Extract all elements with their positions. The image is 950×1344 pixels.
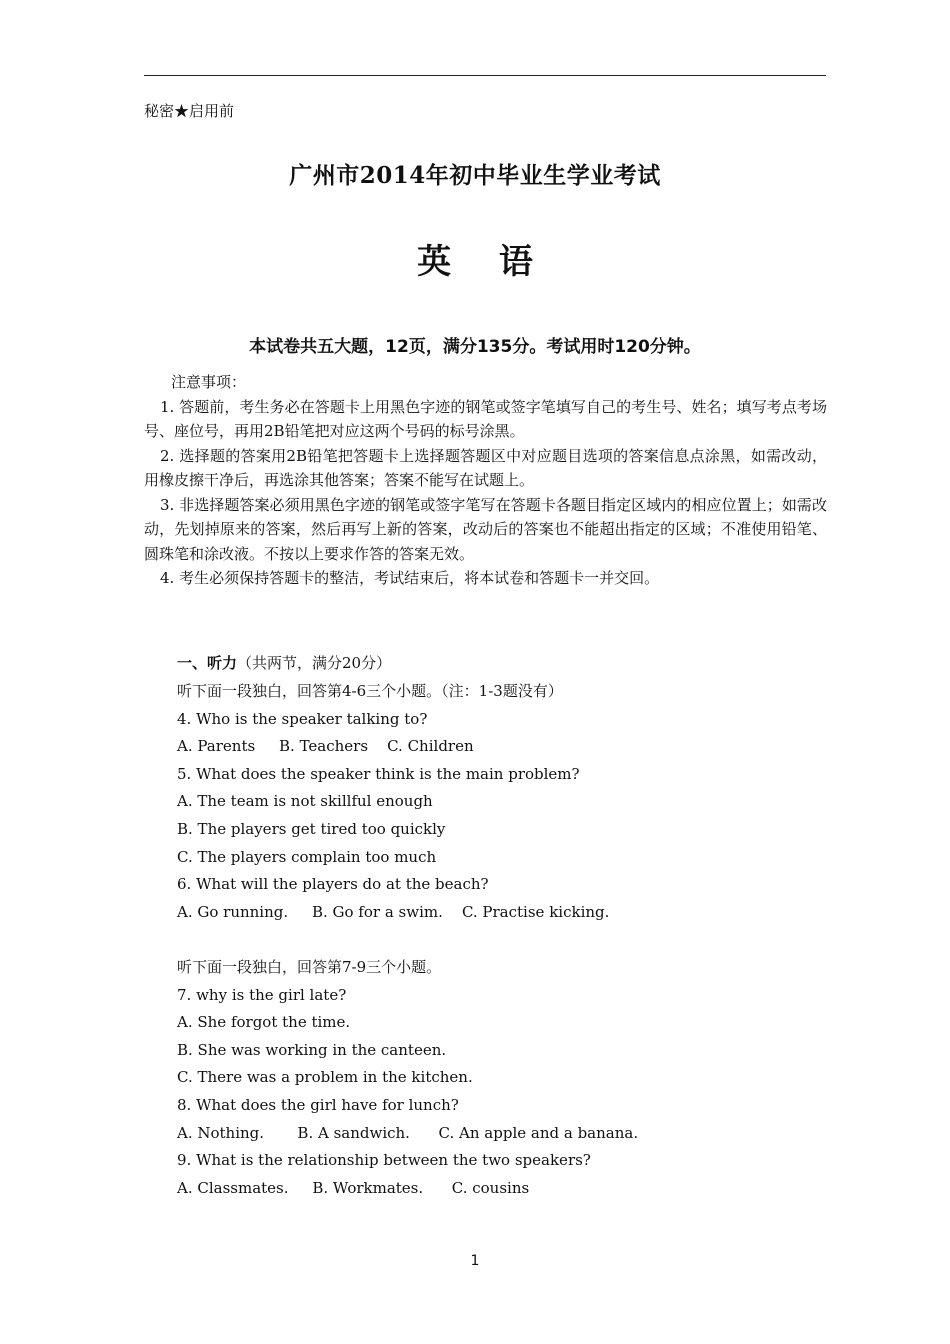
section-title: 一、听力 [177,654,238,672]
options-line: A. Classmates. B. Workmates. C. cousins [177,1178,530,1197]
question-line: 4. Who is the speaker talking to? [177,709,428,728]
note-item: 3. 非选择题答案必须用黑色字迹的钢笔或签字笔写在答题卡各题目指定区域内的相应位置上；如需改动，先划掉原来的答案，然后再写上新的答案，改动后的答案也不能超出指定的区域；不准使用铅笔、圆珠笔和涂改液。不按以上要求作答的答案无效。 [144,495,827,563]
notes-heading: 注意事项： [171,373,247,391]
options-line: A. Parents B. Teachers C. Children [177,737,474,756]
exam-summary: 本试卷共五大题，12页，满分135分。考试用时120分钟。 [249,337,701,357]
confidential-mark: 秘密★启用前 [144,102,235,120]
option-line: A. She forgot the time. [177,1013,351,1032]
section-heading [177,652,391,673]
question-line: 8. What does the girl have for lunch? [177,1095,459,1114]
exam-title: 广州市2014年初中毕业生学业考试 [289,162,661,189]
option-line: A. The team is not skillful enough [177,792,433,811]
header-rule [144,75,826,76]
section-info: （共两节，满分20分） [237,654,392,672]
question-line: 5. What does the speaker think is the main problem? [177,764,580,783]
subject-title: 英 语 [417,242,551,282]
option-line: C. There was a problem in the kitchen. [177,1068,473,1087]
part1-instruction: 听下面一段独白，回答第4-6三个小题。（注：1-3题没有） [177,682,563,700]
page-number: 1 [470,1253,480,1269]
note-item: 4. 考生必须保持答题卡的整洁，考试结束后，将本试卷和答题卡一并交回。 [160,569,660,587]
question-line: 9. What is the relationship between the two speakers? [177,1151,591,1170]
listening-questions [177,678,638,1202]
part2-instruction: 听下面一段独白，回答第7-9三个小题。 [177,957,442,976]
options-line: A. Nothing. B. A sandwich. C. An apple and a banana. [177,1123,639,1142]
option-line: C. The players complain too much [177,847,437,866]
note-item: 2. 选择题的答案用2B铅笔把答题卡上选择题答题区中对应题目选项的答案信息点涂黑，如需改动，用橡皮擦干净后，再选涂其他答案；答案不能写在试题上。 [144,446,827,489]
question-line: 7. why is the girl late? [177,985,347,1004]
note-item: 1. 答题前，考生务必在答题卡上用黑色字迹的钢笔或签字笔填写自己的考生号、姓名；填写考点考场号、座位号，再用2B铅笔把对应这两个号码的标号涂黑。 [144,397,827,440]
spacer [177,926,638,954]
question-line: 6. What will the players do at the beach? [177,875,489,894]
options-line: A. Go running. B. Go for a swim. C. Practise kicking. [177,902,610,921]
option-line: B. The players get tired too quickly [177,819,446,838]
notes-block [144,370,827,591]
option-line: B. She was working in the canteen. [177,1040,447,1059]
